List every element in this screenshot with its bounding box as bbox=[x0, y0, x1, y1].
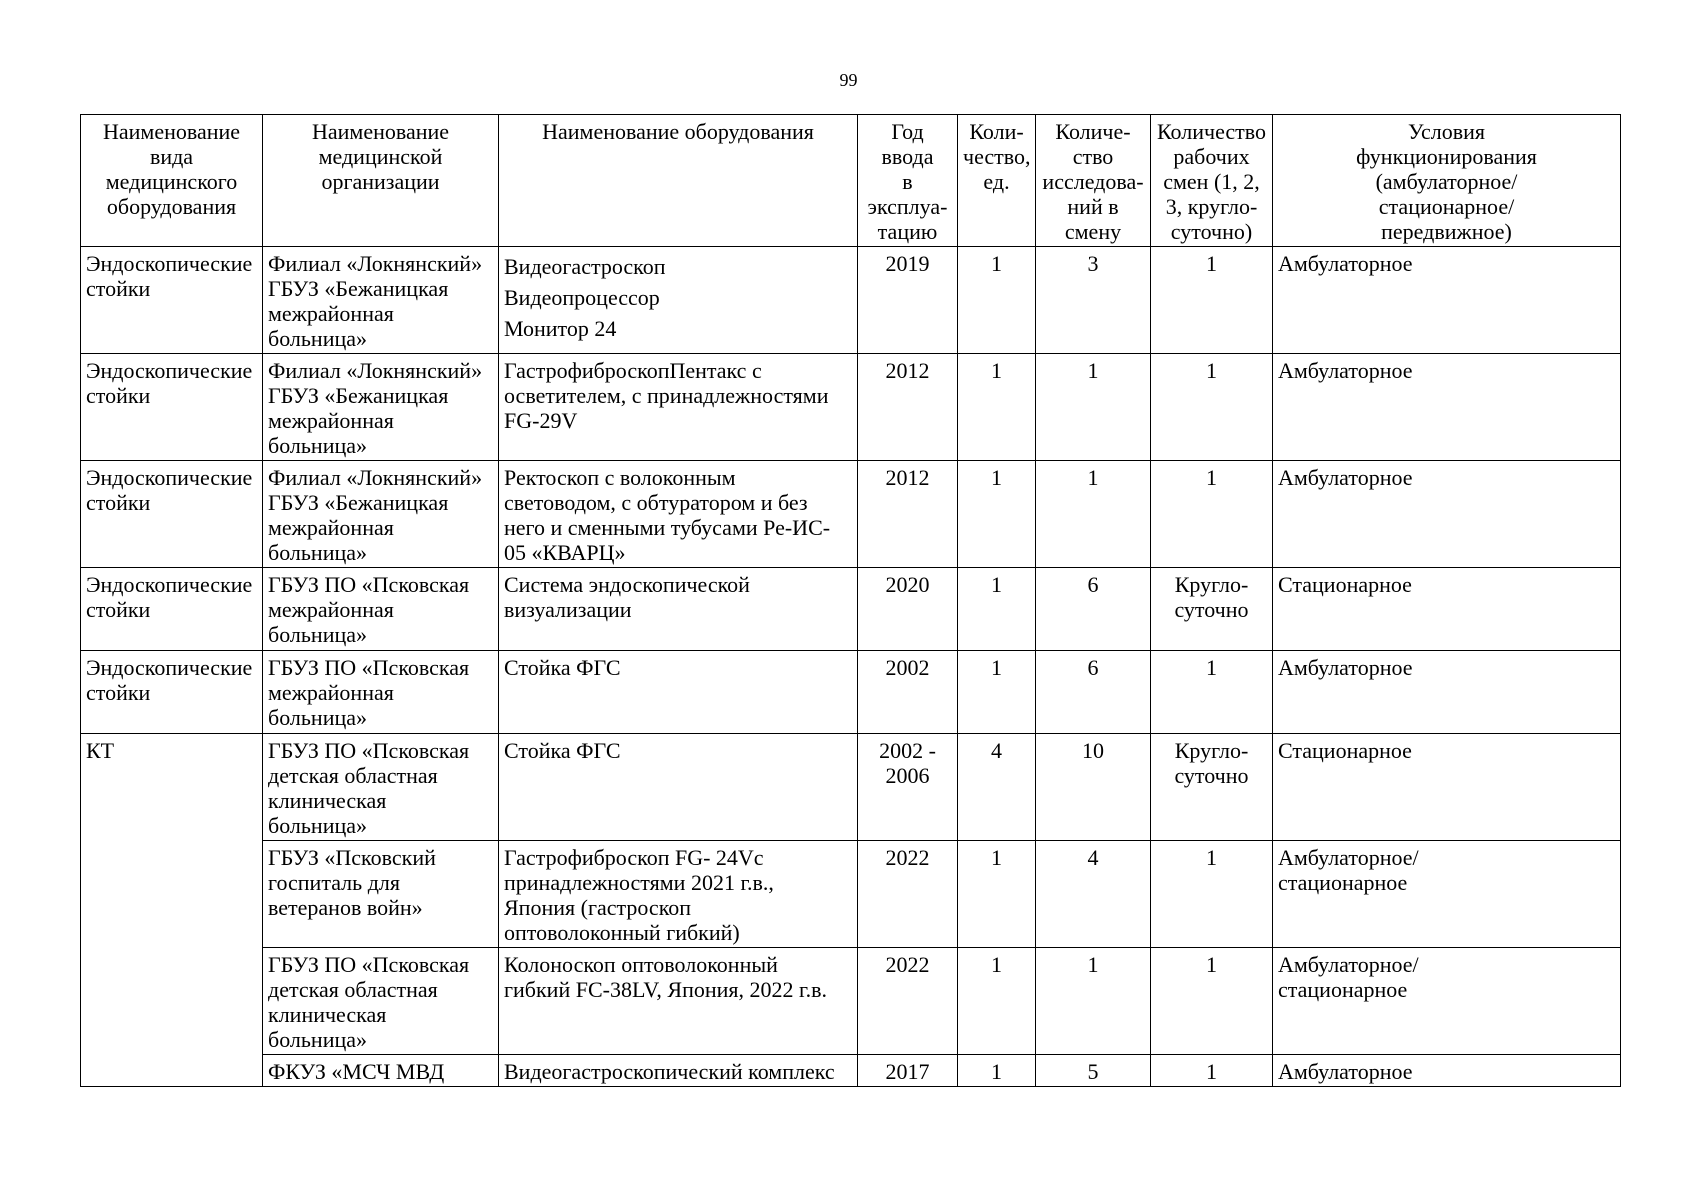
cell-organization: Филиал «Локнянский» ГБУЗ «Бежаницкая межрайонная больница» bbox=[263, 354, 499, 461]
cell-quantity: 1 bbox=[958, 247, 1036, 354]
cell-equipment-type: Эндоскопические стойки bbox=[81, 461, 263, 568]
cell-research-count: 10 bbox=[1036, 734, 1151, 841]
table-row bbox=[81, 651, 1621, 734]
cell-shifts: 1 bbox=[1151, 651, 1273, 734]
cell-equipment-name: ГастрофиброскопПентакс с осветителем, с принадлежностями FG-29V bbox=[499, 354, 858, 461]
cell-quantity: 1 bbox=[958, 948, 1036, 1055]
cell-quantity: 1 bbox=[958, 461, 1036, 568]
cell-shifts: Кругло- суточно bbox=[1151, 734, 1273, 841]
cell-equipment-type: КТ bbox=[81, 734, 263, 1087]
cell-year: 2002 bbox=[858, 651, 958, 734]
cell-year: 2022 bbox=[858, 948, 958, 1055]
header-equipment-name: Наименование оборудования bbox=[499, 115, 858, 247]
cell-research-count: 1 bbox=[1036, 354, 1151, 461]
cell-shifts: 1 bbox=[1151, 841, 1273, 948]
cell-quantity: 1 bbox=[958, 568, 1036, 651]
page-number: 99 bbox=[839, 70, 858, 90]
cell-research-count: 4 bbox=[1036, 841, 1151, 948]
table-row bbox=[81, 734, 1621, 841]
cell-conditions: Амбулаторное/ стационарное bbox=[1273, 948, 1621, 1055]
cell-quantity: 1 bbox=[958, 1055, 1036, 1087]
cell-equipment-name: Видеогастроскоп Видеопроцессор Монитор 24 bbox=[499, 247, 858, 354]
header-row bbox=[81, 115, 1621, 247]
cell-year: 2002 - 2006 bbox=[858, 734, 958, 841]
cell-shifts: 1 bbox=[1151, 247, 1273, 354]
cell-quantity: 4 bbox=[958, 734, 1036, 841]
table-row bbox=[81, 354, 1621, 461]
cell-quantity: 1 bbox=[958, 841, 1036, 948]
equipment-table bbox=[80, 114, 1621, 1087]
cell-equipment-type: Эндоскопические стойки bbox=[81, 651, 263, 734]
cell-organization: ГБУЗ ПО «Псковская межрайонная больница» bbox=[263, 651, 499, 734]
cell-year: 2020 bbox=[858, 568, 958, 651]
cell-equipment-name: Стойка ФГС bbox=[499, 734, 858, 841]
cell-conditions: Амбулаторное bbox=[1273, 247, 1621, 354]
cell-organization: ГБУЗ ПО «Псковская межрайонная больница» bbox=[263, 568, 499, 651]
cell-organization: ГБУЗ ПО «Псковская детская областная клиническая больница» bbox=[263, 948, 499, 1055]
cell-organization: ФКУЗ «МСЧ МВД bbox=[263, 1055, 499, 1087]
cell-shifts: 1 bbox=[1151, 948, 1273, 1055]
cell-year: 2022 bbox=[858, 841, 958, 948]
cell-research-count: 5 bbox=[1036, 1055, 1151, 1087]
cell-equipment-name: Система эндоскопической визуализации bbox=[499, 568, 858, 651]
cell-conditions: Амбулаторное bbox=[1273, 1055, 1621, 1087]
header-conditions: Условия функционирования (амбулаторное/ стационарное/ передвижное) bbox=[1273, 115, 1621, 247]
header-organization: Наименование медицинской организации bbox=[263, 115, 499, 247]
cell-year: 2012 bbox=[858, 354, 958, 461]
cell-conditions: Стационарное bbox=[1273, 568, 1621, 651]
header-year: Год ввода в эксплуа- тацию bbox=[858, 115, 958, 247]
cell-equipment-name: Ректоскоп с волоконным световодом, с обтуратором и без него и сменными тубусами Ре-ИС- 05 «КВАРЦ» bbox=[499, 461, 858, 568]
cell-research-count: 6 bbox=[1036, 651, 1151, 734]
cell-equipment-name: Гастрофиброскоп FG- 24Vc принадлежностями 2021 г.в., Япония (гастроскоп оптоволоконный гибкий) bbox=[499, 841, 858, 948]
cell-conditions: Амбулаторное bbox=[1273, 651, 1621, 734]
cell-research-count: 6 bbox=[1036, 568, 1151, 651]
cell-equipment-type: Эндоскопические стойки bbox=[81, 247, 263, 354]
cell-research-count: 1 bbox=[1036, 948, 1151, 1055]
table-row bbox=[81, 461, 1621, 568]
cell-equipment-name: Стойка ФГС bbox=[499, 651, 858, 734]
cell-equipment-name: Видеогастроскопический комплекс bbox=[499, 1055, 858, 1087]
header-research-count: Количе- ство исследова- ний в смену bbox=[1036, 115, 1151, 247]
cell-quantity: 1 bbox=[958, 354, 1036, 461]
cell-research-count: 3 bbox=[1036, 247, 1151, 354]
cell-year: 2019 bbox=[858, 247, 958, 354]
cell-organization: Филиал «Локнянский» ГБУЗ «Бежаницкая межрайонная больница» bbox=[263, 247, 499, 354]
cell-shifts: 1 bbox=[1151, 354, 1273, 461]
header-equipment-type: Наименование вида медицинского оборудования bbox=[81, 115, 263, 247]
cell-quantity: 1 bbox=[958, 651, 1036, 734]
cell-organization: ГБУЗ «Псковский госпиталь для ветеранов войн» bbox=[263, 841, 499, 948]
cell-year: 2017 bbox=[858, 1055, 958, 1087]
cell-research-count: 1 bbox=[1036, 461, 1151, 568]
cell-shifts: 1 bbox=[1151, 1055, 1273, 1087]
cell-organization: Филиал «Локнянский» ГБУЗ «Бежаницкая межрайонная больница» bbox=[263, 461, 499, 568]
cell-organization: ГБУЗ ПО «Псковская детская областная клиническая больница» bbox=[263, 734, 499, 841]
cell-shifts: 1 bbox=[1151, 461, 1273, 568]
cell-equipment-name: Колоноскоп оптоволоконный гибкий FC-38LV, Япония, 2022 г.в. bbox=[499, 948, 858, 1055]
cell-conditions: Амбулаторное bbox=[1273, 461, 1621, 568]
cell-conditions: Стационарное bbox=[1273, 734, 1621, 841]
cell-conditions: Амбулаторное/ стационарное bbox=[1273, 841, 1621, 948]
table-row bbox=[81, 948, 1621, 1055]
table-row bbox=[81, 568, 1621, 651]
cell-year: 2012 bbox=[858, 461, 958, 568]
table-row bbox=[81, 841, 1621, 948]
table-row bbox=[81, 247, 1621, 354]
header-quantity: Коли- чество, ед. bbox=[958, 115, 1036, 247]
cell-conditions: Амбулаторное bbox=[1273, 354, 1621, 461]
cell-shifts: Кругло- суточно bbox=[1151, 568, 1273, 651]
header-shifts: Количество рабочих смен (1, 2, 3, кругло- суточно) bbox=[1151, 115, 1273, 247]
table-row bbox=[81, 1055, 1621, 1087]
cell-equipment-type: Эндоскопические стойки bbox=[81, 568, 263, 651]
cell-equipment-type: Эндоскопические стойки bbox=[81, 354, 263, 461]
